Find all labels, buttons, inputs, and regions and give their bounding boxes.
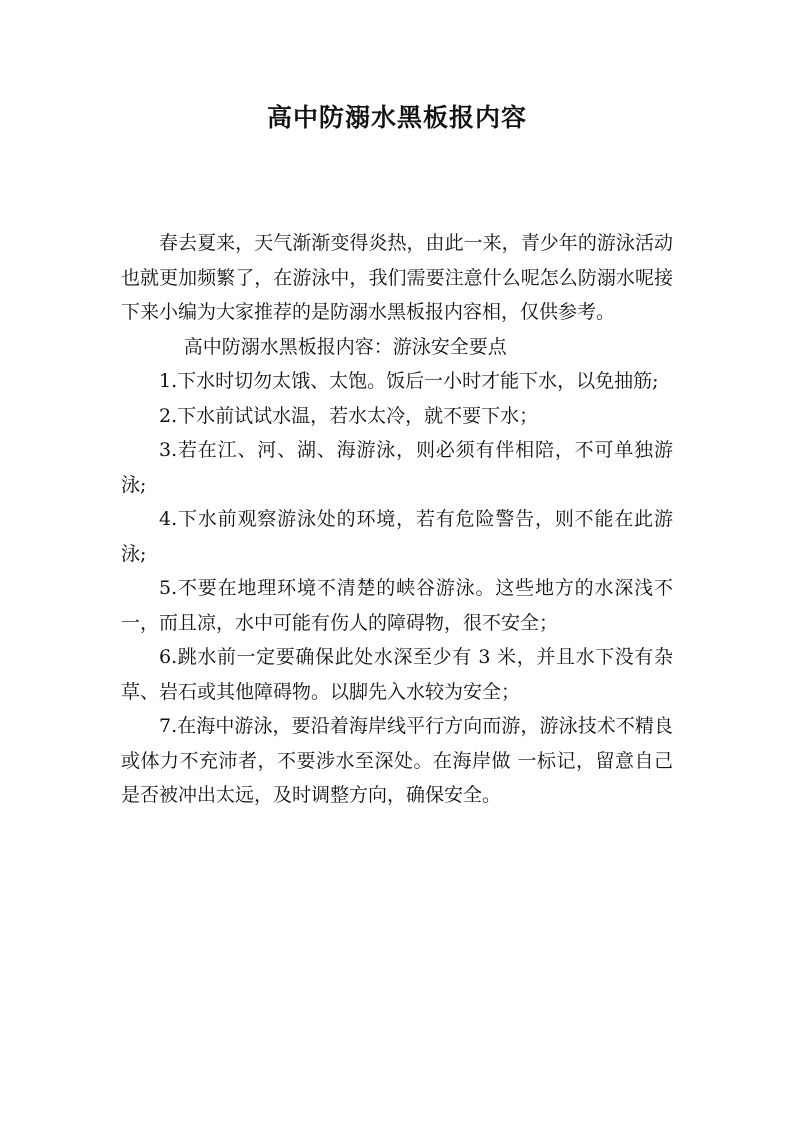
safety-point-7: 7.在海中游泳，要沿着海岸线平行方向而游，游泳技术不精良或体力不充沛者，不要涉水至深处。在海岸做 一标记，留意自己是否被冲出太远，及时调整方向，确保安全。 — [121, 715, 673, 806]
document-title: 高中防溺水黑板报内容 — [266, 103, 527, 132]
safety-point-6: 6.跳水前一定要确保此处水深至少有 3 米，并且水下没有杂草、岩石或其他障碍物。以脚先入水较为安全； — [121, 646, 673, 703]
safety-point-5: 5.不要在地理环境不清楚的峡谷游泳。这些地方的水深浅不一，而且凉，水中可能有伤人的障碍物，很不安全； — [121, 577, 673, 634]
safety-point-2: 2.下水前试试水温，若水太冷，就不要下水； — [159, 404, 539, 427]
safety-point-4: 4.下水前观察游泳处的环境，若有危险警告，则不能在此游泳; — [121, 508, 673, 565]
intro-paragraph: 春去夏来，天气渐渐变得炎热，由此一来，青少年的游泳活动也就更加频繁了，在游泳中，我们需要注意什么呢怎么防溺水呢接下来小编为大家推荐的是防溺水黑板报内容相，仅供参考。 — [121, 232, 673, 323]
document-body — [121, 226, 673, 813]
safety-point-3: 3.若在江、河、湖、海游泳，则必须有伴相陪，不可单独游泳; — [121, 439, 673, 496]
section-subheading: 高中防溺水黑板报内容：游泳安全要点 — [183, 335, 507, 358]
safety-point-1: 1.下水时切勿太饿、太饱。饭后一小时才能下水，以免抽筋; — [159, 370, 659, 392]
